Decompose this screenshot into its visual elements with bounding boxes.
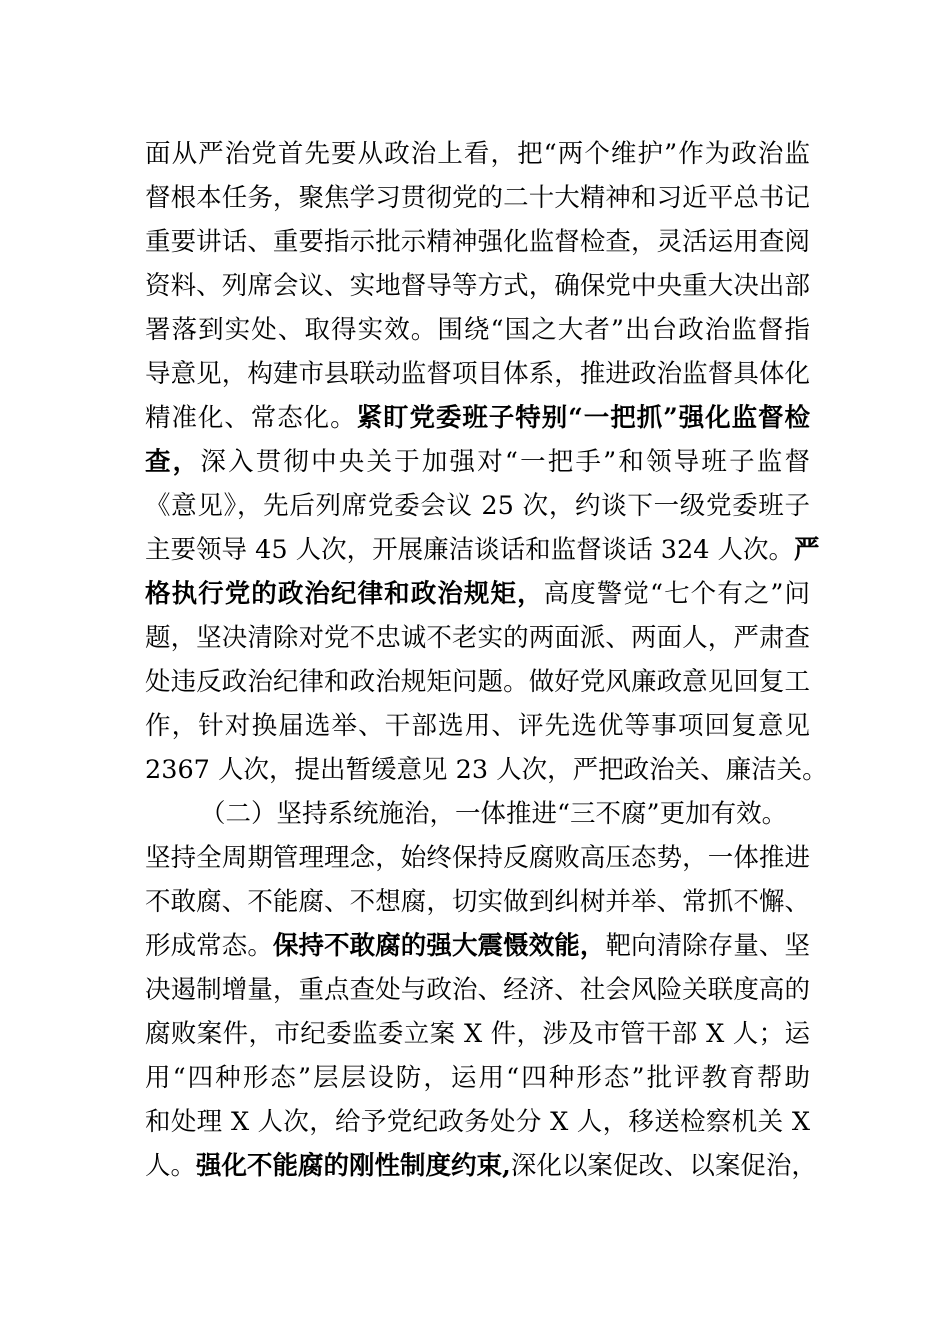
body-line	[145, 308, 810, 352]
body-line	[145, 1144, 817, 1188]
body-line	[145, 660, 810, 704]
body-line	[145, 528, 820, 572]
body-line	[145, 1100, 810, 1144]
body-line	[145, 396, 810, 440]
text-span: 深化以案促改、以案促治，	[510, 1151, 817, 1181]
body-line	[145, 704, 810, 748]
text-span: 主要领导 45 人次，开展廉洁谈话和监督谈话 324 人次。	[145, 535, 795, 565]
text-span: 坚持全周期管理理念，始终保持反腐败高压态势，一体推进	[145, 843, 810, 873]
body-line	[145, 968, 810, 1012]
text-span: 题，坚决清除对党不忠诚不老实的两面派、两面人，严肃查	[145, 623, 810, 653]
text-span: 督根本任务，聚焦学习贯彻党的二十大精神和习近平总书记	[145, 183, 810, 213]
text-span: 深入贯彻中央关于加强对“一把手”和领导班子监督	[200, 447, 810, 477]
text-span: 靶向清除存量、坚	[605, 931, 810, 961]
body-line	[145, 440, 810, 484]
text-span: 署落到实处、取得实效。围绕“国之大者”出台政治监督指	[145, 315, 810, 345]
body-line	[145, 220, 810, 264]
body-line	[145, 1056, 810, 1100]
text-span: 高度警觉“七个有之”问	[543, 579, 810, 609]
text-span: 2367 人次，提出暂缓意见 23 人次，严把政治关、廉洁关。	[145, 755, 828, 785]
body-line	[145, 484, 810, 528]
body-line	[145, 352, 810, 396]
bold-heading-span: 紧盯党委班子特别“一把抓”强化监督检	[356, 403, 810, 433]
body-line	[145, 132, 810, 176]
body-line	[145, 616, 810, 660]
bold-heading-span: 强化不能腐的刚性制度约束,	[196, 1151, 511, 1181]
text-span: 不敢腐、不能腐、不想腐，切实做到纠树并举、常抓不懈、	[145, 887, 810, 917]
text-span: 处违反政治纪律和政治规矩问题。做好党风廉政意见回复工	[145, 667, 810, 697]
text-span: 作，针对换届选举、干部选用、评先选优等事项回复意见	[145, 711, 810, 741]
body-line	[145, 176, 810, 220]
text-span: 形成常态。	[145, 931, 273, 961]
body-line	[145, 836, 810, 880]
text-span: 和处理 X 人次，给予党纪政务处分 X 人，移送检察机关 X	[145, 1107, 810, 1137]
body-line	[145, 264, 810, 308]
text-span: 面从严治党首先要从政治上看，把“两个维护”作为政治监	[145, 139, 810, 169]
text-span: 资料、列席会议、实地督导等方式，确保党中央重大决出部	[145, 271, 810, 301]
bold-heading-span: 保持不敢腐的强大震慑效能，	[272, 931, 606, 961]
text-span: 人。	[145, 1151, 197, 1181]
bold-heading-span: 查，	[145, 447, 201, 477]
body-line	[145, 1012, 810, 1056]
body-line	[145, 572, 810, 616]
text-span: 腐败案件，市纪委监委立案 X 件，涉及市管干部 X 人；运	[145, 1019, 810, 1049]
text-span: 《意见》，先后列席党委会议 25 次，约谈下一级党委班子	[145, 491, 810, 521]
text-span: 用“四种形态”层层设防，运用“四种形态”批评教育帮助	[145, 1063, 810, 1093]
text-span: 重要讲话、重要指示批示精神强化监督检查，灵活运用查阅	[145, 227, 810, 257]
body-line	[145, 880, 810, 924]
text-span: 决遏制增量，重点查处与政治、经济、社会风险关联度高的	[145, 975, 810, 1005]
section-heading	[200, 792, 810, 836]
body-line	[145, 748, 828, 792]
bold-heading-span: 格执行党的政治纪律和政治规矩，	[145, 579, 544, 609]
section-heading-text: （二）坚持系统施治，一体推进“三不腐”更加有效。	[200, 799, 788, 829]
body-line	[145, 924, 810, 968]
text-span: 导意见，构建市县联动监督项目体系，推进政治监督具体化	[145, 359, 810, 389]
text-span: 精准化、常态化。	[145, 403, 357, 433]
bold-heading-span: 严	[794, 535, 820, 565]
